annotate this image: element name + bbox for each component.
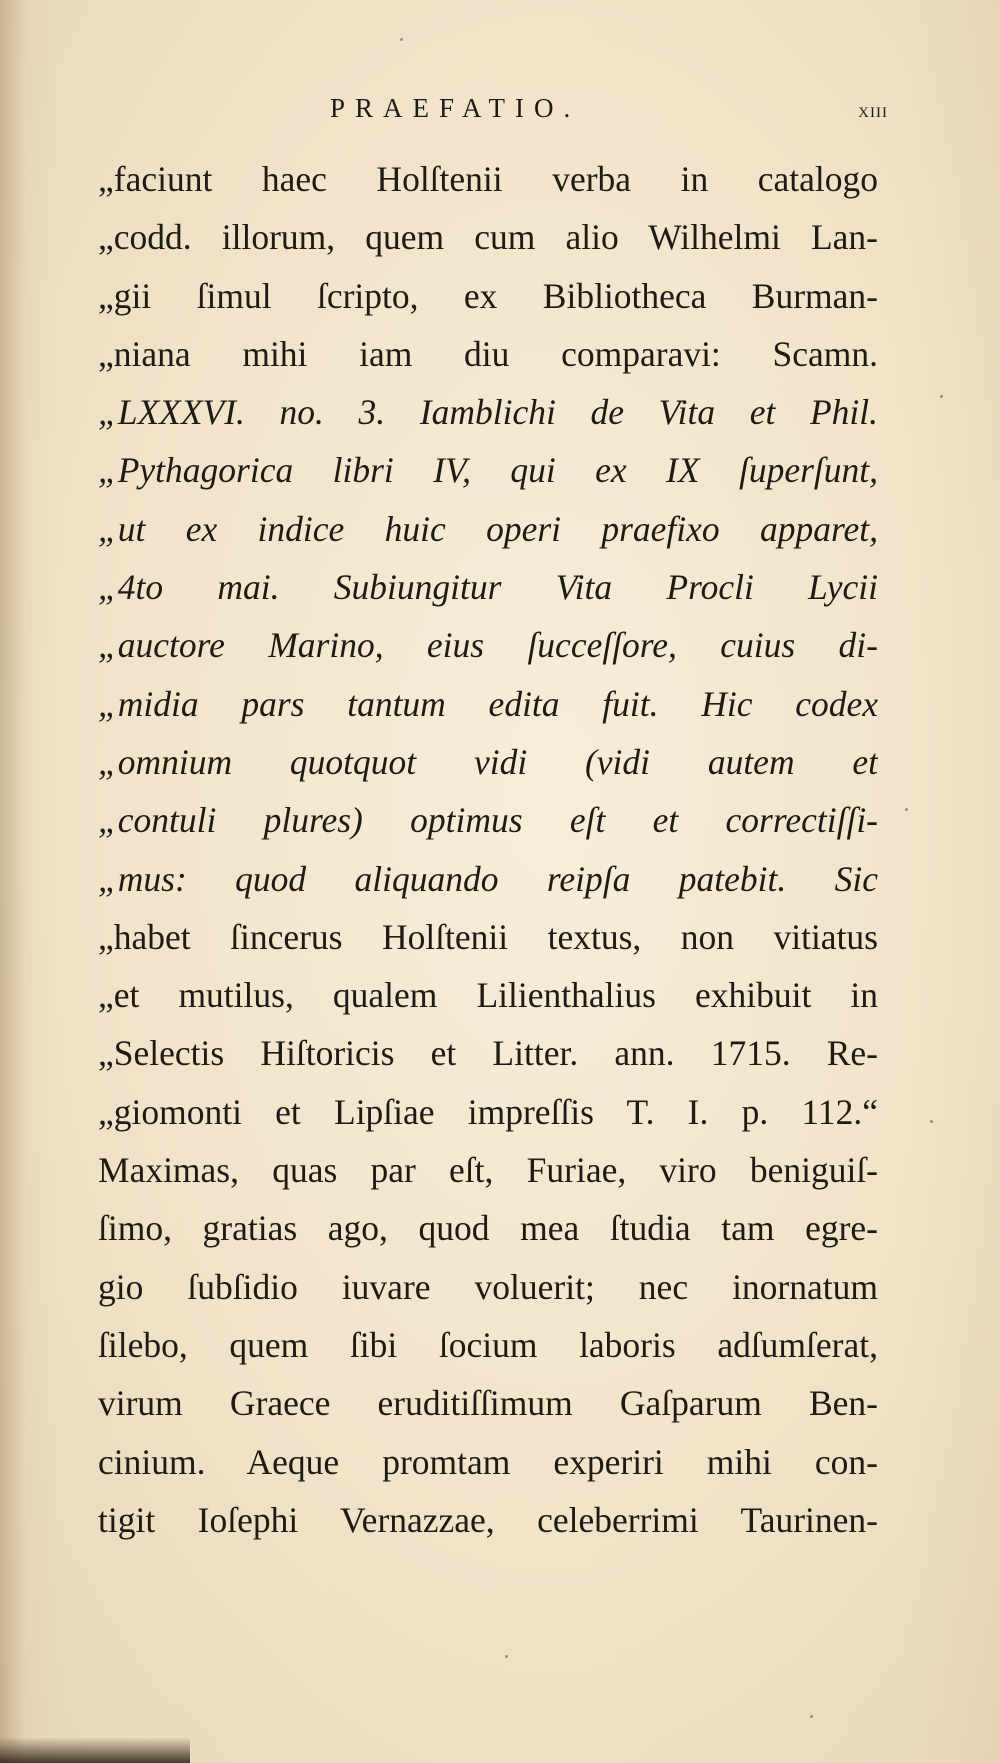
text-line: „Selectis Hiſtoricis et Litter. ann. 1715. Re-: [98, 1033, 878, 1074]
text-line: „habet ſincerus Holſtenii textus, non vitiatus: [98, 916, 878, 957]
text-line: „auctore Marino, eius ſucceſſore, cuius di-: [98, 625, 878, 666]
text-line: ſimo, gratias ago, quod mea ſtudia tam egre-: [98, 1208, 878, 1249]
body-text: [98, 150, 878, 1549]
text-line: „et mutilus, qualem Lilienthalius exhibuit in: [98, 975, 878, 1016]
text-line: „LXXXVI. no. 3. Iamblichi de Vita et Phil.: [98, 392, 878, 433]
paper-speck: [940, 395, 943, 398]
text-line: „niana mihi iam diu comparavi: Scamn.: [98, 333, 878, 374]
paper-speck: [810, 1715, 813, 1718]
text-line: Maximas, quas par eſt, Furiae, viro beniguiſ-: [98, 1150, 878, 1191]
text-line: virum Graece eruditiſſimum Gaſparum Ben-: [98, 1383, 878, 1424]
text-line: ſilebo, quem ſibi ſocium laboris adſumſerat,: [98, 1324, 878, 1365]
text-line: „codd. illorum, quem cum alio Wilhelmi Lan-: [98, 217, 878, 258]
gutter-shadow: [0, 0, 26, 1763]
text-line: cinium. Aeque promtam experiri mihi con-: [98, 1441, 878, 1482]
text-line: „ut ex indice huic operi praefixo apparet,: [98, 508, 878, 549]
paper-speck: [505, 1655, 508, 1658]
text-line: gio ſubſidio iuvare voluerit; nec inornatum: [98, 1266, 878, 1307]
page-header: [0, 93, 1000, 133]
text-line: „midia pars tantum edita fuit. Hic codex: [98, 683, 878, 724]
text-line: „contuli plures) optimus eſt et correctiſſi-: [98, 800, 878, 841]
text-line: „giomonti et Lipſiae impreſſis T. I. p. 112.“: [98, 1091, 878, 1132]
page-corner-shadow: [0, 1737, 190, 1763]
paper-speck: [905, 808, 908, 811]
page-number: xiii: [858, 97, 888, 122]
text-line: tigit Ioſephi Vernazzae, celeberrimi Taurinen-: [98, 1499, 878, 1540]
text-line: „omnium quotquot vidi (vidi autem et: [98, 741, 878, 782]
running-title: PRAEFATIO.: [330, 93, 581, 123]
paper-speck: [930, 1120, 933, 1123]
text-line: „Pythagorica libri IV, qui ex IX ſuperſunt,: [98, 450, 878, 491]
text-line: „mus: quod aliquando reipſa patebit. Sic: [98, 858, 878, 899]
text-line: „4to mai. Subiungitur Vita Procli Lycii: [98, 567, 878, 608]
text-line: „gii ſimul ſcripto, ex Bibliotheca Burman-: [98, 275, 878, 316]
paper-speck: [400, 38, 403, 41]
text-line: „faciunt haec Holſtenii verba in catalogo: [98, 159, 878, 199]
